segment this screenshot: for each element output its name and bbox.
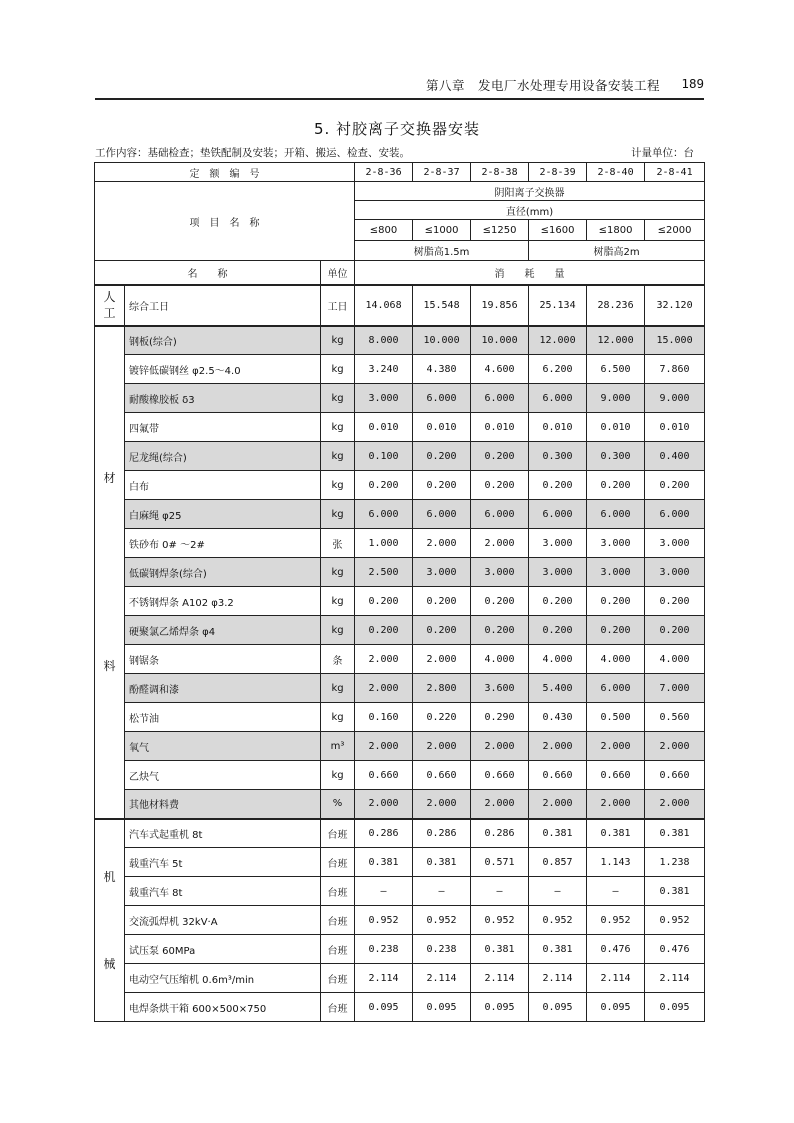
measurement-unit: 计量单位：台 — [631, 147, 694, 159]
value-cell: 3.240 — [355, 355, 413, 384]
value-cell: 4.380 — [413, 355, 471, 384]
value-cell: — — [529, 877, 587, 906]
code-row — [95, 163, 705, 182]
value-cell: 0.200 — [471, 442, 529, 471]
category-char: 人 — [103, 290, 116, 304]
value-cell: 4.000 — [587, 645, 645, 674]
value-cell: 0.660 — [529, 761, 587, 790]
page-header — [95, 72, 704, 100]
table-row — [95, 732, 705, 761]
value-cell: 4.600 — [471, 355, 529, 384]
value-cell: 15.000 — [645, 326, 705, 355]
value-cell: 2.800 — [413, 674, 471, 703]
value-cell: 0.100 — [355, 442, 413, 471]
value-cell: 0.200 — [587, 616, 645, 645]
value-cell: — — [587, 877, 645, 906]
table-row — [95, 500, 705, 529]
value-cell: 19.856 — [471, 285, 529, 326]
value-cell: 0.381 — [645, 877, 705, 906]
table-row — [95, 413, 705, 442]
value-cell: 2.114 — [529, 964, 587, 993]
value-cell: 2.000 — [413, 732, 471, 761]
value-cell: 0.952 — [529, 906, 587, 935]
item-name: 铁砂布 0# ～2# — [125, 529, 321, 558]
value-cell: 2.000 — [529, 732, 587, 761]
value-cell: 0.381 — [471, 935, 529, 964]
table-row — [95, 285, 705, 326]
work-content-line — [95, 145, 704, 159]
value-cell: 2.000 — [471, 732, 529, 761]
quota-table — [94, 162, 705, 1022]
value-cell: 0.200 — [413, 587, 471, 616]
value-cell: 10.000 — [413, 326, 471, 355]
value-cell: 2.114 — [587, 964, 645, 993]
item-unit: kg — [321, 616, 355, 645]
value-cell: 0.200 — [645, 587, 705, 616]
value-cell: 8.000 — [355, 326, 413, 355]
diameter-cell: ≤1250 — [471, 220, 529, 241]
code-cell: 2-8-36 — [355, 163, 413, 182]
item-unit: 台班 — [321, 906, 355, 935]
value-cell: 6.000 — [413, 500, 471, 529]
table-row — [95, 442, 705, 471]
table-row — [95, 935, 705, 964]
value-cell: 6.000 — [645, 500, 705, 529]
diameter-cell: ≤1000 — [413, 220, 471, 241]
value-cell: 0.200 — [413, 442, 471, 471]
item-unit: kg — [321, 761, 355, 790]
item-name: 镀锌低碳钢丝 φ2.5～4.0 — [125, 355, 321, 384]
category-label — [95, 326, 125, 819]
value-cell: 14.068 — [355, 285, 413, 326]
item-name: 电动空气压缩机 0.6m³/min — [125, 964, 321, 993]
table-row — [95, 326, 705, 355]
table-row — [95, 848, 705, 877]
item-unit: 台班 — [321, 935, 355, 964]
value-cell: 0.286 — [355, 819, 413, 848]
category-label — [95, 819, 125, 1022]
item-name: 氧气 — [125, 732, 321, 761]
table-row — [95, 587, 705, 616]
value-cell: 0.095 — [587, 993, 645, 1022]
table-row — [95, 790, 705, 819]
item-label: 项 目 名 称 — [95, 182, 355, 261]
item-unit: 台班 — [321, 848, 355, 877]
diameter-label: 直径(mm) — [355, 201, 705, 220]
value-cell: 0.095 — [529, 993, 587, 1022]
value-cell: 0.286 — [471, 819, 529, 848]
value-cell: 1.143 — [587, 848, 645, 877]
value-cell: 6.000 — [529, 384, 587, 413]
value-cell: 2.000 — [471, 790, 529, 819]
value-cell: 0.381 — [587, 819, 645, 848]
value-cell: 0.381 — [529, 935, 587, 964]
item-name: 白麻绳 φ25 — [125, 500, 321, 529]
value-cell: 0.200 — [529, 616, 587, 645]
value-cell: 0.200 — [587, 587, 645, 616]
table-row — [95, 674, 705, 703]
value-cell: 2.114 — [413, 964, 471, 993]
value-cell: 5.400 — [529, 674, 587, 703]
materials-group — [95, 326, 705, 819]
value-cell: 0.200 — [413, 616, 471, 645]
value-cell: 4.000 — [645, 645, 705, 674]
value-cell: 0.952 — [645, 906, 705, 935]
value-cell: 2.000 — [413, 645, 471, 674]
value-cell: 10.000 — [471, 326, 529, 355]
value-cell: 0.430 — [529, 703, 587, 732]
value-cell: 0.286 — [413, 819, 471, 848]
value-cell: 2.114 — [355, 964, 413, 993]
value-cell: 2.000 — [355, 645, 413, 674]
value-cell: 3.000 — [471, 558, 529, 587]
diameter-cell: ≤2000 — [645, 220, 705, 241]
item-unit: 台班 — [321, 964, 355, 993]
value-cell: — — [471, 877, 529, 906]
category-char: 材 — [103, 470, 116, 485]
table-row — [95, 645, 705, 674]
item-unit: kg — [321, 500, 355, 529]
value-cell: 4.000 — [529, 645, 587, 674]
value-cell: 0.010 — [413, 413, 471, 442]
value-cell: 4.000 — [471, 645, 529, 674]
value-cell: — — [355, 877, 413, 906]
item-name: 白布 — [125, 471, 321, 500]
item-unit: kg — [321, 471, 355, 500]
table-row — [95, 819, 705, 848]
value-cell: 1.000 — [355, 529, 413, 558]
value-cell: 2.000 — [355, 732, 413, 761]
item-name: 低碳钢焊条(综合) — [125, 558, 321, 587]
category-char: 械 — [103, 956, 116, 971]
value-cell: 0.200 — [355, 616, 413, 645]
item-name: 载重汽车 5t — [125, 848, 321, 877]
item-unit: 条 — [321, 645, 355, 674]
value-cell: 0.660 — [645, 761, 705, 790]
value-cell: 0.095 — [355, 993, 413, 1022]
value-cell: 9.000 — [587, 384, 645, 413]
value-cell: 3.600 — [471, 674, 529, 703]
value-cell: 0.500 — [587, 703, 645, 732]
item-unit: kg — [321, 558, 355, 587]
value-cell: 0.095 — [413, 993, 471, 1022]
value-cell: 0.300 — [587, 442, 645, 471]
item-unit: kg — [321, 326, 355, 355]
code-cell: 2-8-41 — [645, 163, 705, 182]
table-row — [95, 703, 705, 732]
item-name: 其他材料费 — [125, 790, 321, 819]
value-cell: 3.000 — [645, 529, 705, 558]
value-cell: 0.200 — [529, 587, 587, 616]
value-cell: 2.000 — [413, 529, 471, 558]
work-content: 工作内容：基础检查；垫铁配制及安装；开箱、搬运、检查、安装。 — [95, 147, 410, 159]
table-head — [95, 163, 705, 285]
value-cell: 3.000 — [587, 529, 645, 558]
value-cell: 3.000 — [413, 558, 471, 587]
item-unit: kg — [321, 384, 355, 413]
category-char: 工 — [103, 306, 116, 320]
item-name: 钢锯条 — [125, 645, 321, 674]
unit-header: 单位 — [321, 261, 355, 285]
item-unit: 工日 — [321, 285, 355, 326]
item-name: 不锈钢焊条 A102 φ3.2 — [125, 587, 321, 616]
value-cell: 0.952 — [413, 906, 471, 935]
value-cell: 28.236 — [587, 285, 645, 326]
value-cell: 0.476 — [645, 935, 705, 964]
value-cell: 0.220 — [413, 703, 471, 732]
value-cell: — — [413, 877, 471, 906]
value-cell: 1.238 — [645, 848, 705, 877]
quota-label: 定 额 编 号 — [95, 163, 355, 182]
value-cell: 0.660 — [587, 761, 645, 790]
value-cell: 0.660 — [355, 761, 413, 790]
item-name: 电焊条烘干箱 600×500×750 — [125, 993, 321, 1022]
item-name: 松节油 — [125, 703, 321, 732]
code-cell: 2-8-37 — [413, 163, 471, 182]
value-cell: 2.000 — [471, 529, 529, 558]
item-unit: 张 — [321, 529, 355, 558]
column-header-row — [95, 261, 705, 285]
resin-high: 树脂高2m — [529, 241, 705, 261]
code-cell: 2-8-39 — [529, 163, 587, 182]
value-cell: 0.200 — [355, 471, 413, 500]
value-cell: 6.500 — [587, 355, 645, 384]
item-unit: % — [321, 790, 355, 819]
value-cell: 2.000 — [529, 790, 587, 819]
value-cell: 0.381 — [529, 819, 587, 848]
value-cell: 2.000 — [413, 790, 471, 819]
value-cell: 2.000 — [645, 732, 705, 761]
value-cell: 0.400 — [645, 442, 705, 471]
value-cell: 2.114 — [471, 964, 529, 993]
value-cell: 2.114 — [645, 964, 705, 993]
value-cell: 0.660 — [413, 761, 471, 790]
value-cell: 6.200 — [529, 355, 587, 384]
table-row — [95, 877, 705, 906]
value-cell: 0.095 — [471, 993, 529, 1022]
value-cell: 2.000 — [587, 790, 645, 819]
item-name: 试压泵 60MPa — [125, 935, 321, 964]
value-cell: 32.120 — [645, 285, 705, 326]
value-cell: 0.857 — [529, 848, 587, 877]
item-name: 综合工日 — [125, 285, 321, 326]
value-cell: 6.000 — [413, 384, 471, 413]
labor-group — [95, 285, 705, 326]
value-cell: 3.000 — [645, 558, 705, 587]
value-cell: 0.200 — [355, 587, 413, 616]
value-cell: 6.000 — [471, 500, 529, 529]
value-cell: 0.200 — [529, 471, 587, 500]
item-unit: 台班 — [321, 877, 355, 906]
item-unit: kg — [321, 442, 355, 471]
value-cell: 0.200 — [645, 616, 705, 645]
item-name: 乙炔气 — [125, 761, 321, 790]
item-unit: kg — [321, 587, 355, 616]
value-cell: 2.000 — [355, 790, 413, 819]
value-cell: 0.010 — [529, 413, 587, 442]
table-row — [95, 558, 705, 587]
value-cell: 0.952 — [471, 906, 529, 935]
equipment-name: 阴阳离子交换器 — [355, 182, 705, 201]
table-row — [95, 906, 705, 935]
value-cell: 12.000 — [587, 326, 645, 355]
value-cell: 6.000 — [587, 500, 645, 529]
value-cell: 12.000 — [529, 326, 587, 355]
diameter-cell: ≤800 — [355, 220, 413, 241]
value-cell: 0.381 — [355, 848, 413, 877]
value-cell: 0.952 — [355, 906, 413, 935]
page-number: 189 — [681, 76, 704, 91]
value-cell: 0.010 — [587, 413, 645, 442]
value-cell: 0.300 — [529, 442, 587, 471]
value-cell: 6.000 — [471, 384, 529, 413]
value-cell: 0.952 — [587, 906, 645, 935]
value-cell: 3.000 — [529, 558, 587, 587]
value-cell: 0.238 — [413, 935, 471, 964]
machinery-group — [95, 819, 705, 1022]
value-cell: 3.000 — [355, 384, 413, 413]
item-name: 硬聚氯乙烯焊条 φ4 — [125, 616, 321, 645]
value-cell: 2.000 — [355, 674, 413, 703]
consumption-header: 消 耗 量 — [355, 261, 705, 285]
value-cell: 0.571 — [471, 848, 529, 877]
table-row — [95, 964, 705, 993]
value-cell: 7.000 — [645, 674, 705, 703]
item-name: 交流弧焊机 32kV·A — [125, 906, 321, 935]
value-cell: 0.476 — [587, 935, 645, 964]
table-row — [95, 616, 705, 645]
code-cell: 2-8-40 — [587, 163, 645, 182]
value-cell: 0.095 — [645, 993, 705, 1022]
value-cell: 7.860 — [645, 355, 705, 384]
table-row — [95, 529, 705, 558]
diameter-cell: ≤1600 — [529, 220, 587, 241]
section-title: 5. 衬胶离子交换器安装 — [313, 120, 481, 138]
value-cell: 0.010 — [355, 413, 413, 442]
item-unit: 台班 — [321, 993, 355, 1022]
item-name: 四氟带 — [125, 413, 321, 442]
table-row — [95, 761, 705, 790]
value-cell: 0.238 — [355, 935, 413, 964]
value-cell: 3.000 — [587, 558, 645, 587]
value-cell: 0.200 — [413, 471, 471, 500]
category-char: 机 — [103, 869, 116, 884]
value-cell: 0.200 — [587, 471, 645, 500]
item-name: 酚醛调和漆 — [125, 674, 321, 703]
value-cell: 0.381 — [413, 848, 471, 877]
item-unit: m³ — [321, 732, 355, 761]
item-name: 钢板(综合) — [125, 326, 321, 355]
value-cell: 6.000 — [529, 500, 587, 529]
value-cell: 3.000 — [529, 529, 587, 558]
value-cell: 2.000 — [645, 790, 705, 819]
value-cell: 0.010 — [471, 413, 529, 442]
item-unit: 台班 — [321, 819, 355, 848]
value-cell: 15.548 — [413, 285, 471, 326]
value-cell: 0.160 — [355, 703, 413, 732]
value-cell: 9.000 — [645, 384, 705, 413]
code-cell: 2-8-38 — [471, 163, 529, 182]
item-name: 尼龙绳(综合) — [125, 442, 321, 471]
value-cell: 0.660 — [471, 761, 529, 790]
item-name: 载重汽车 8t — [125, 877, 321, 906]
table-row — [95, 355, 705, 384]
value-cell: 0.200 — [471, 471, 529, 500]
table-row — [95, 993, 705, 1022]
category-char: 料 — [103, 659, 116, 674]
item-unit: kg — [321, 413, 355, 442]
value-cell: 25.134 — [529, 285, 587, 326]
value-cell: 0.200 — [645, 471, 705, 500]
value-cell: 0.200 — [471, 616, 529, 645]
diameter-cell: ≤1800 — [587, 220, 645, 241]
value-cell: 0.010 — [645, 413, 705, 442]
equipment-row — [95, 182, 705, 201]
value-cell: 6.000 — [355, 500, 413, 529]
item-unit: kg — [321, 355, 355, 384]
chapter-title: 第八章 发电厂水处理专用设备安装工程 — [425, 78, 660, 93]
value-cell: 2.000 — [587, 732, 645, 761]
item-unit: kg — [321, 703, 355, 732]
name-header: 名 称 — [95, 261, 321, 285]
value-cell: 2.500 — [355, 558, 413, 587]
item-unit: kg — [321, 674, 355, 703]
value-cell: 6.000 — [587, 674, 645, 703]
value-cell: 0.290 — [471, 703, 529, 732]
table-row — [95, 471, 705, 500]
value-cell: 0.200 — [471, 587, 529, 616]
item-name: 汽车式起重机 8t — [125, 819, 321, 848]
value-cell: 0.381 — [645, 819, 705, 848]
category-label — [95, 285, 125, 326]
item-name: 耐酸橡胶板 δ3 — [125, 384, 321, 413]
resin-low: 树脂高1.5m — [355, 241, 529, 261]
value-cell: 0.560 — [645, 703, 705, 732]
table-row — [95, 384, 705, 413]
